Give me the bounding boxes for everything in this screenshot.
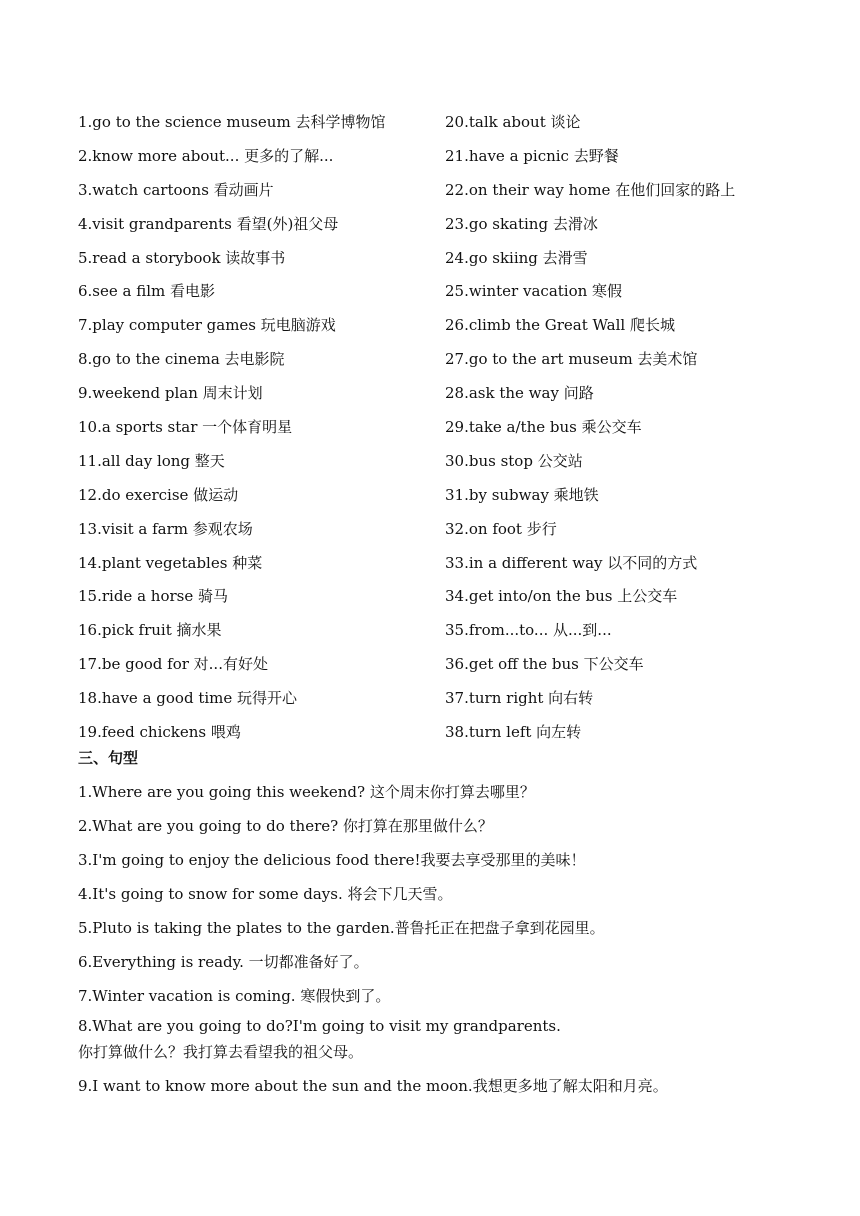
vocab-item: 36.get off the bus 下公交车 [445,655,644,674]
vocab-item: 1.go to the science museum 去科学博物馆 [78,113,386,131]
vocab-item: 9.weekend plan 周末计划 [78,384,263,403]
sentence-item: 5.Pluto is taking the plates to the garden.普鲁托正在把盘子拿到花园里。 [78,919,605,937]
vocab-item: 37.turn right 向右转 [445,689,594,708]
vocab-item: 11.all day long 整天 [78,451,225,470]
sentence-item: 6.Everything is ready. 一切都准备好了。 [78,953,369,971]
vocab-item: 7.play computer games 玩电脑游戏 [78,316,336,335]
vocab-item: 13.visit a farm 参观农场 [78,519,253,538]
vocab-item: 26.climb the Great Wall 爬长城 [445,316,675,335]
vocab-item: 17.be good for 对...有好处 [78,655,268,674]
vocab-item: 31.by subway 乘地铁 [445,485,599,504]
sentence-item: 3.I'm going to enjoy the delicious food there!我要去享受那里的美味！ [78,851,586,869]
vocab-item: 34.get into/on the bus 上公交车 [445,587,678,606]
vocab-item: 12.do exercise 做运动 [78,485,239,504]
vocab-item: 27.go to the art museum 去美术馆 [445,350,698,369]
sentence-item: 9.I want to know more about the sun and the moon.我想更多地了解太阳和月亮。 [78,1077,668,1095]
vocab-item: 28.ask the way 问路 [445,384,594,403]
vocab-item: 19.feed chickens 喂鸡 [78,723,241,742]
vocab-item: 2.know more about... 更多的了解... [78,146,334,165]
vocab-item: 16.pick fruit 摘水果 [78,621,222,640]
vocab-item: 3.watch cartoons 看动画片 [78,180,274,199]
vocab-item: 30.bus stop 公交站 [445,451,583,470]
vocab-item: 38.turn left 向左转 [445,723,582,742]
vocab-item: 6.see a film 看电影 [78,282,216,301]
vocab-item: 25.winter vacation 寒假 [445,282,623,301]
sentence-item: 8.What are you going to do?I'm going to visit my grandparents. [78,1017,561,1035]
vocab-item: 4.visit grandparents 看望(外)祖父母 [78,214,339,233]
section-heading: 三、句型 [78,749,139,767]
vocab-item: 23.go skating 去滑冰 [445,214,598,233]
sentence-item: 2.What are you going to do there? 你打算在那里做什么？ [78,817,493,835]
sentence-item: 4.It's going to snow for some days. 将会下几天雪。 [78,885,453,903]
vocabulary-column-right [445,110,735,754]
vocab-item: 14.plant vegetables 种菜 [78,553,263,572]
vocab-item: 5.read a storybook 读故事书 [78,248,286,267]
vocab-item: 15.ride a horse 骑马 [78,587,228,606]
vocab-item: 8.go to the cinema 去电影院 [78,350,285,369]
vocab-item: 21.have a picnic 去野餐 [445,146,619,165]
vocab-item: 33.in a different way 以不同的方式 [445,553,698,572]
vocab-item: 10.a sports star 一个体育明星 [78,418,293,437]
vocab-item: 20.talk about 谈论 [445,113,581,131]
vocab-item: 29.take a/the bus 乘公交车 [445,418,642,437]
vocab-item: 35.from...to... 从...到... [445,621,612,640]
sentence-list [78,780,798,1098]
vocab-item: 18.have a good time 玩得开心 [78,689,298,708]
sentence-item: 7.Winter vacation is coming. 寒假快到了。 [78,987,391,1005]
vocab-item: 32.on foot 步行 [445,519,557,538]
vocab-item: 24.go skiing 去滑雪 [445,248,588,267]
vocab-item: 22.on their way home 在他们回家的路上 [445,180,736,199]
sentence-item: 1.Where are you going this weekend? 这个周末你打算去哪里？ [78,783,535,801]
sentence-translation: 你打算做什么？我打算去看望我的祖父母。 [78,1043,364,1061]
vocabulary-column-left [78,110,385,754]
